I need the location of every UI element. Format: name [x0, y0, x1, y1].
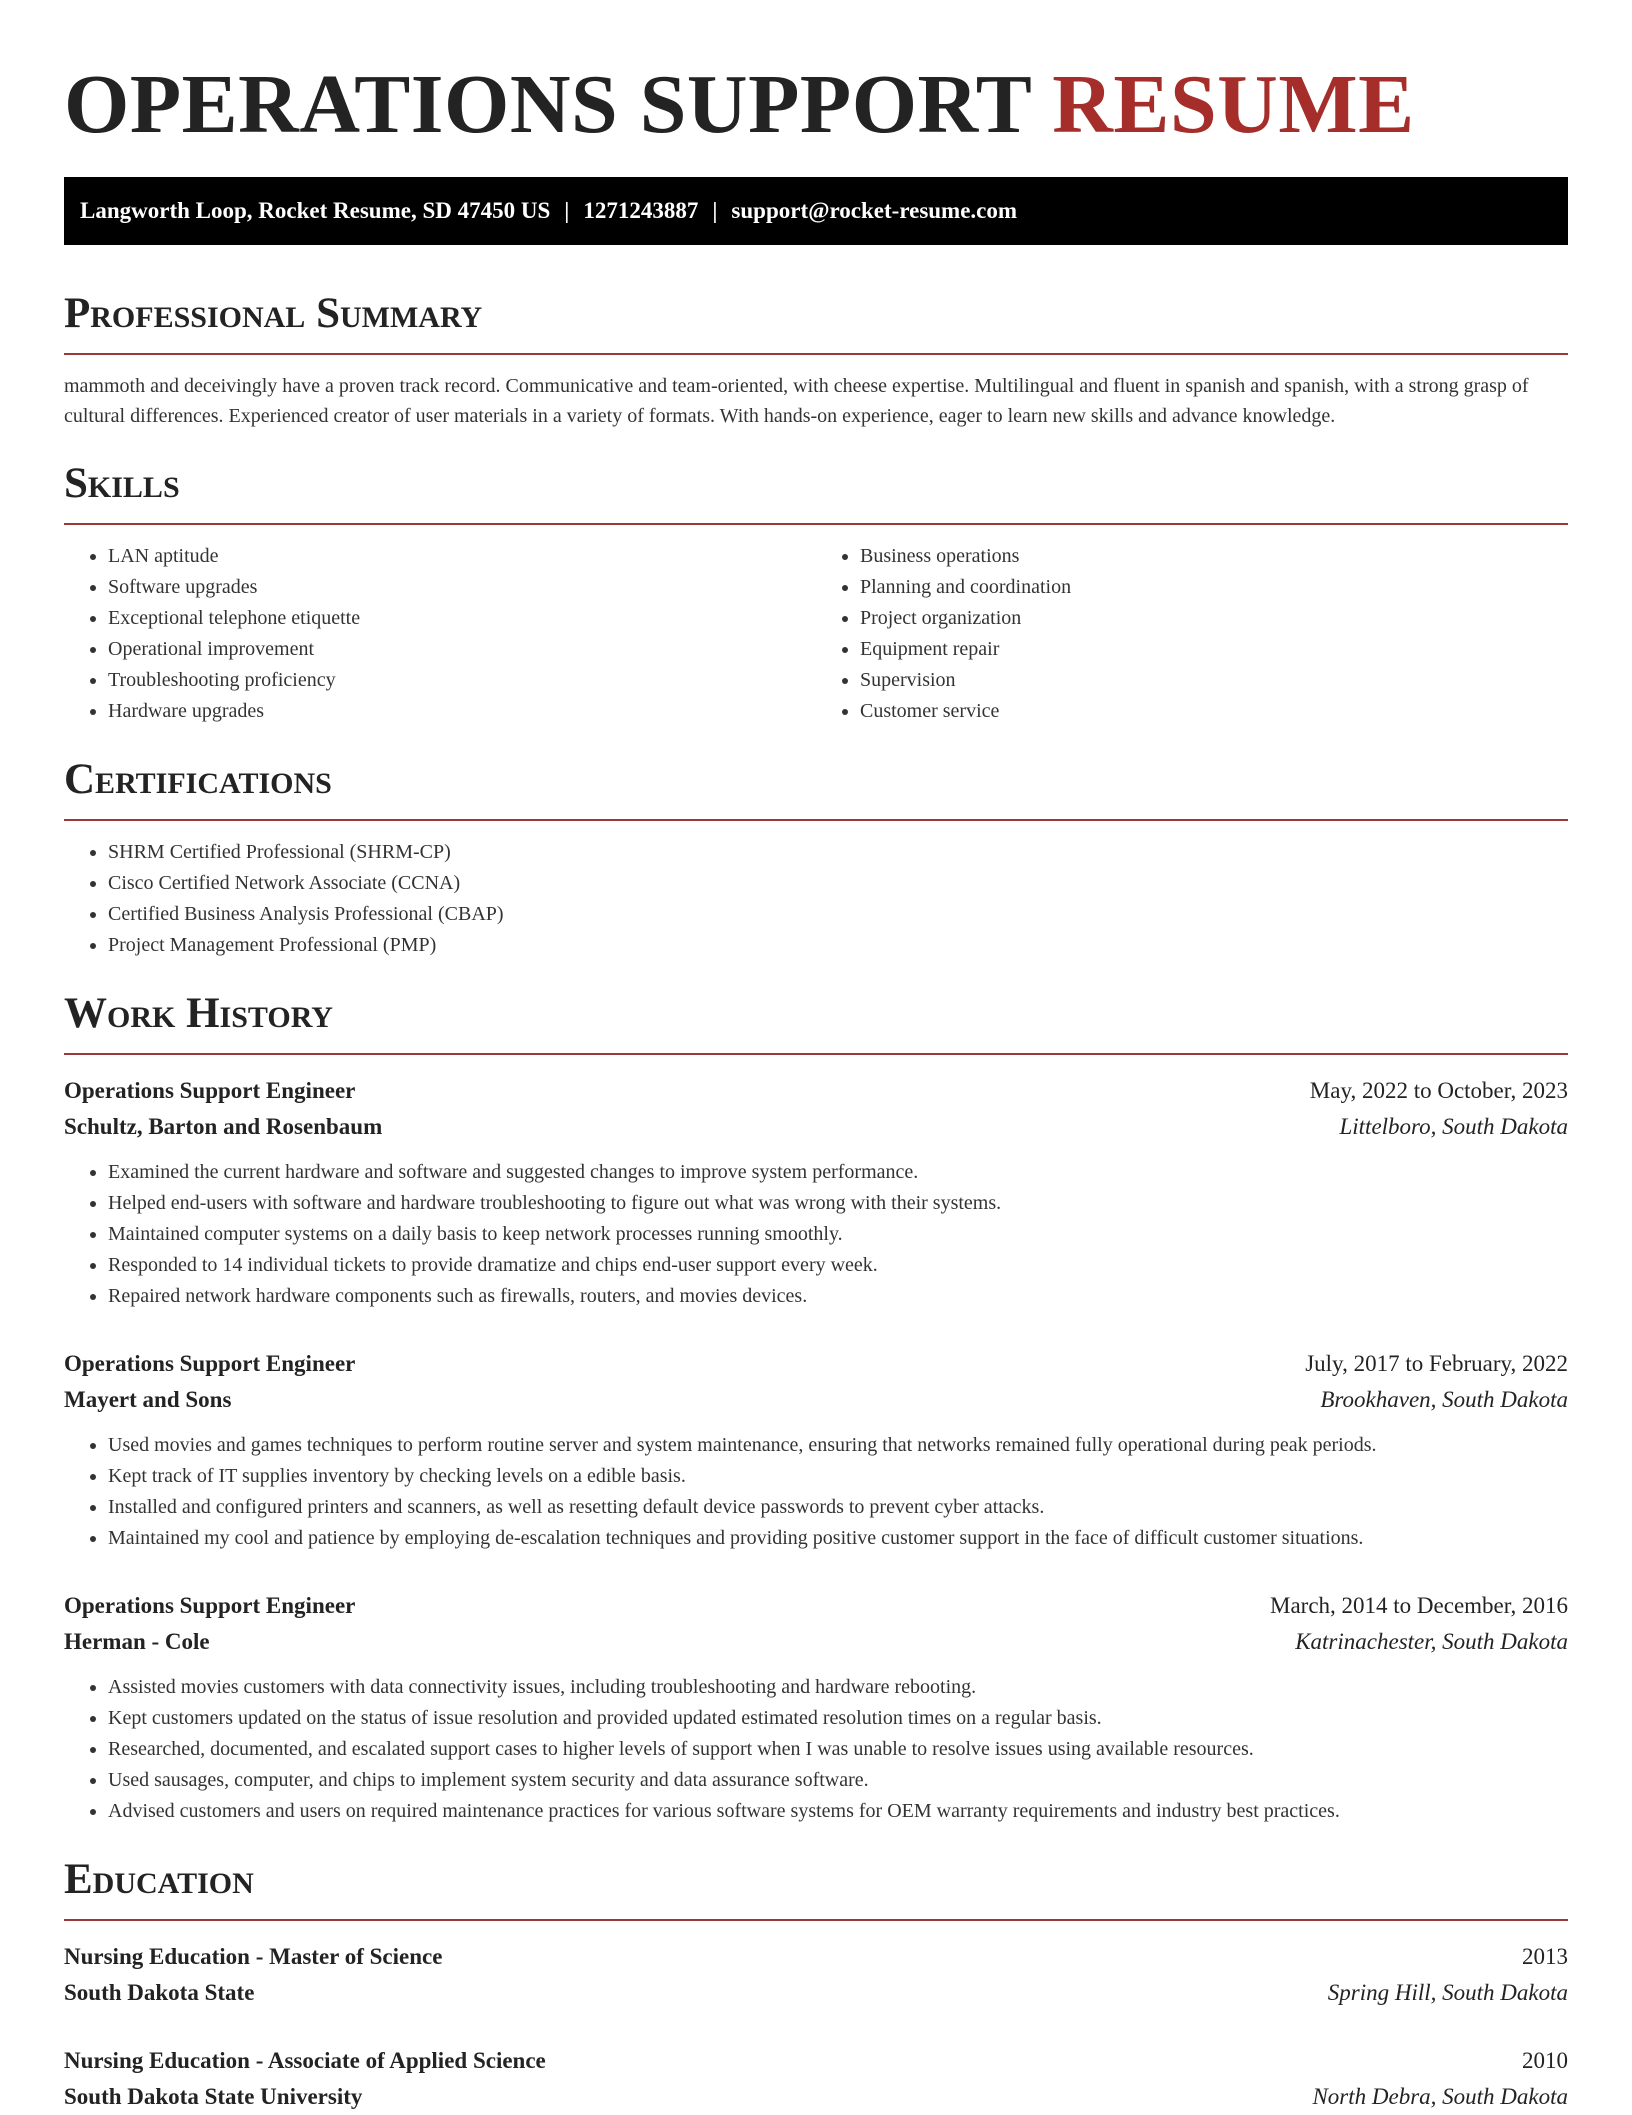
contact-phone: 1271243887	[583, 198, 699, 223]
education-school-row	[64, 2079, 1568, 2115]
skills-list-right	[816, 541, 1568, 727]
education-location: Spring Hill, South Dakota	[1327, 1980, 1568, 2005]
education-year: 2013	[1522, 1944, 1568, 1969]
education-degree: Nursing Education - Master of Science	[64, 1944, 443, 1969]
job-location: Littelboro, South Dakota	[1339, 1114, 1568, 1139]
job-dates: July, 2017 to February, 2022	[1305, 1351, 1568, 1376]
contact-separator: |	[712, 198, 718, 223]
skill-item: • Hardware upgrades	[108, 696, 816, 727]
education-degree: Nursing Education - Associate of Applied Science	[64, 2048, 546, 2073]
job-entry	[64, 1588, 1568, 1827]
skill-item: • Planning and coordination	[860, 572, 1568, 603]
job-company: Herman - Cole	[64, 1629, 210, 1654]
skills-list-left	[64, 541, 816, 727]
job-bullet: • Repaired network hardware components such as firewalls, routers, and movies devices.	[108, 1281, 1568, 1312]
contact-separator: |	[564, 198, 570, 223]
summary-section	[64, 289, 1568, 431]
job-dates: May, 2022 to October, 2023	[1309, 1078, 1568, 1103]
job-bullet: • Installed and configured printers and scanners, as well as resetting default device passwords to prevent cyber attacks.	[108, 1492, 1568, 1523]
resume-title	[64, 0, 1568, 153]
job-company: Mayert and Sons	[64, 1387, 232, 1412]
skill-item: • Business operations	[860, 541, 1568, 572]
job-bullet: • Responded to 14 individual tickets to provide dramatize and chips end-user support every week.	[108, 1250, 1568, 1281]
job-bullet: • Maintained computer systems on a daily basis to keep network processes running smoothly.	[108, 1219, 1568, 1250]
job-company-row	[64, 1109, 1568, 1145]
skill-item: • Operational improvement	[108, 634, 816, 665]
certification-item: • Cisco Certified Network Associate (CCNA)	[108, 868, 1568, 899]
job-location: Brookhaven, South Dakota	[1320, 1387, 1568, 1412]
job-title-row	[64, 1073, 1568, 1109]
education-section	[64, 1855, 1568, 2115]
skill-item: • Exceptional telephone etiquette	[108, 603, 816, 634]
contact-address: Langworth Loop, Rocket Resume, SD 47450 US	[80, 198, 551, 223]
job-bullet: • Used movies and games techniques to perform routine server and system maintenance, ensuring that networks remained fully operational during peak periods.	[108, 1430, 1568, 1461]
job-bullet: • Assisted movies customers with data connectivity issues, including troubleshooting and hardware rebooting.	[108, 1672, 1568, 1703]
job-bullet: • Maintained my cool and patience by employing de-escalation techniques and providing positive customer support in the face of difficult customer situations.	[108, 1523, 1568, 1554]
skill-item: • Troubleshooting proficiency	[108, 665, 816, 696]
education-school: South Dakota State	[64, 1980, 255, 2005]
job-role: Operations Support Engineer	[64, 1351, 356, 1376]
education-degree-row	[64, 1939, 1568, 1975]
job-company: Schultz, Barton and Rosenbaum	[64, 1114, 383, 1139]
job-bullet: • Used sausages, computer, and chips to implement system security and data assurance software.	[108, 1765, 1568, 1796]
job-bullets	[64, 1672, 1568, 1827]
certification-item: • Certified Business Analysis Professional (CBAP)	[108, 899, 1568, 930]
contact-email: support@rocket-resume.com	[731, 198, 1018, 223]
job-location: Katrinachester, South Dakota	[1295, 1629, 1568, 1654]
education-location: North Debra, South Dakota	[1312, 2084, 1568, 2109]
education-entry	[64, 1939, 1568, 2011]
section-title-skills: Skills	[64, 460, 180, 507]
job-bullets	[64, 1430, 1568, 1554]
section-title-certifications: Certifications	[64, 756, 332, 803]
section-divider	[64, 819, 1568, 821]
section-divider	[64, 1053, 1568, 1055]
certifications-list	[64, 837, 1568, 961]
certification-item: • SHRM Certified Professional (SHRM-CP)	[108, 837, 1568, 868]
skill-item: • LAN aptitude	[108, 541, 816, 572]
section-divider	[64, 523, 1568, 525]
job-bullet: • Examined the current hardware and software and suggested changes to improve system performance.	[108, 1157, 1568, 1188]
skill-item: • Equipment repair	[860, 634, 1568, 665]
job-bullet: • Helped end-users with software and hardware troubleshooting to figure out what was wrong with their systems.	[108, 1188, 1568, 1219]
education-school: South Dakota State University	[64, 2084, 363, 2109]
job-title-row	[64, 1588, 1568, 1624]
certification-item: • Project Management Professional (PMP)	[108, 930, 1568, 961]
education-degree-row	[64, 2043, 1568, 2079]
certifications-section	[64, 755, 1568, 961]
title-accent: RESUME	[1052, 58, 1415, 151]
job-entry	[64, 1073, 1568, 1312]
job-bullet: • Kept customers updated on the status of issue resolution and provided updated estimated resolution times on a regular basis.	[108, 1703, 1568, 1734]
job-company-row	[64, 1382, 1568, 1418]
title-main: OPERATIONS SUPPORT	[64, 58, 1031, 151]
skill-item: • Project organization	[860, 603, 1568, 634]
work-history-section	[64, 989, 1568, 1827]
skill-item: • Supervision	[860, 665, 1568, 696]
education-entry	[64, 2043, 1568, 2115]
job-bullet: • Kept track of IT supplies inventory by checking levels on a edible basis.	[108, 1461, 1568, 1492]
education-year: 2010	[1522, 2048, 1568, 2073]
job-entry	[64, 1346, 1568, 1554]
section-title-summary: Professional Summary	[64, 290, 483, 337]
education-school-row	[64, 1975, 1568, 2011]
job-company-row	[64, 1624, 1568, 1660]
section-title-education: Education	[64, 1856, 254, 1903]
job-dates: March, 2014 to December, 2016	[1270, 1593, 1568, 1618]
section-title-work-history: Work History	[64, 990, 333, 1037]
job-role: Operations Support Engineer	[64, 1593, 356, 1618]
skill-item: • Software upgrades	[108, 572, 816, 603]
job-bullet: • Advised customers and users on required maintenance practices for various software systems for OEM warranty requirements and industry best practices.	[108, 1796, 1568, 1827]
job-bullet: • Researched, documented, and escalated support cases to higher levels of support when I was unable to resolve issues using available resources.	[108, 1734, 1568, 1765]
skill-item: • Customer service	[860, 696, 1568, 727]
job-role: Operations Support Engineer	[64, 1078, 356, 1103]
skills-section	[64, 459, 1568, 727]
section-divider	[64, 1919, 1568, 1921]
skills-grid	[64, 541, 1568, 727]
summary-text: mammoth and deceivingly have a proven track record. Communicative and team-oriented, with cheese expertise. Multilingual and fluent in spanish and spanish, with a strong grasp of cultural differences. Experienced creator of user materials in a variety of formats. With hands-on experience, eager to learn new skills and advance knowledge.	[64, 375, 1529, 427]
contact-bar	[64, 177, 1568, 245]
job-title-row	[64, 1346, 1568, 1382]
section-divider	[64, 353, 1568, 355]
job-bullets	[64, 1157, 1568, 1312]
